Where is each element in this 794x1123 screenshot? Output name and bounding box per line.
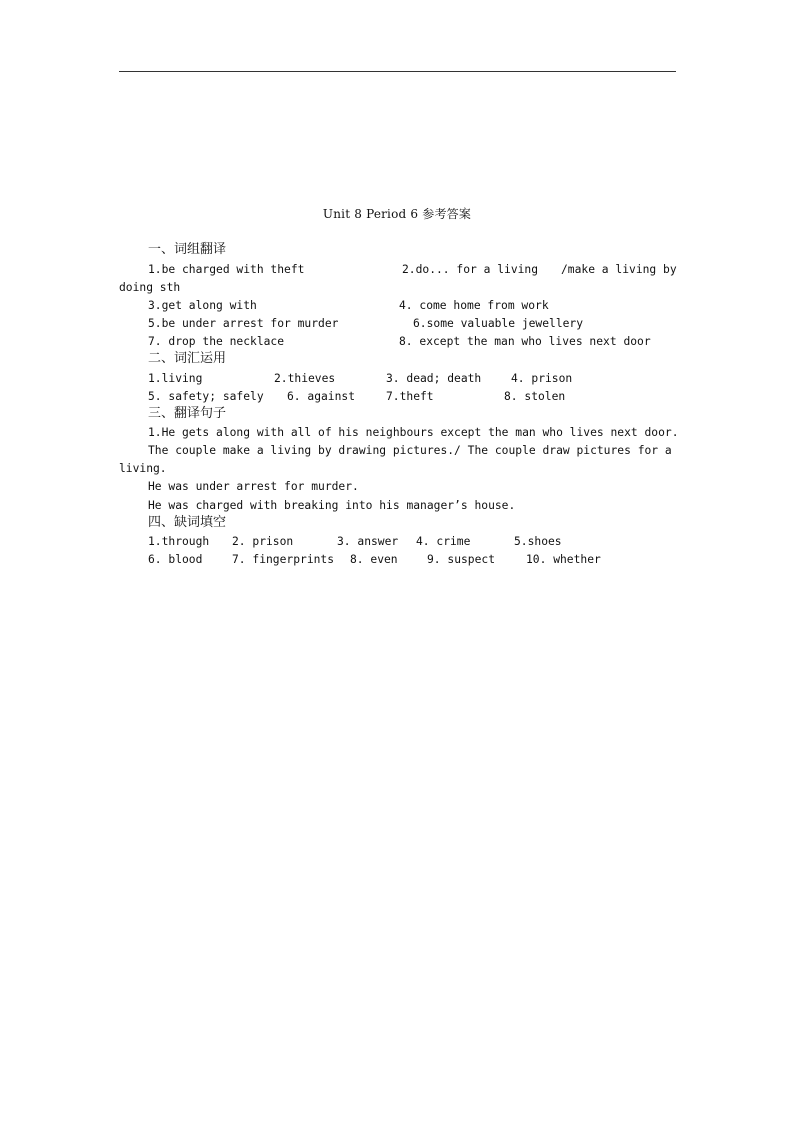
phrase-item-7: 7. drop the necklace — [148, 335, 285, 348]
vocab-item-6: 6. against — [287, 390, 356, 403]
phrase-item-8: 8. except the man who lives next door — [399, 335, 651, 348]
cloze-item-6: 6. blood — [148, 553, 203, 566]
translation-line-1: 1.He gets along with all of his neighbours except the man who lives next door. — [148, 426, 679, 439]
vocab-item-2: 2.thieves — [274, 372, 336, 385]
section-heading-vocabulary: 二、词汇运用 — [148, 351, 227, 366]
translation-line-2: The couple make a living by drawing pictures./ The couple draw pictures for a — [148, 444, 672, 457]
header-rule — [119, 71, 676, 72]
cloze-item-4: 4. crime — [416, 535, 471, 548]
cloze-item-2: 2. prison — [232, 535, 294, 548]
cloze-item-9: 9. suspect — [427, 553, 496, 566]
page-title: Unit 8 Period 6 参考答案 — [322, 207, 472, 221]
vocab-item-4: 4. prison — [511, 372, 573, 385]
phrase-item-4: 4. come home from work — [399, 299, 549, 312]
vocab-item-3: 3. dead; death — [386, 372, 482, 385]
translation-line-2-cont: living. — [119, 462, 167, 475]
vocab-item-7: 7.theft — [386, 390, 434, 403]
section-heading-cloze: 四、缺词填空 — [148, 515, 227, 530]
phrase-item-1: 1.be charged with theft — [148, 263, 305, 276]
section-heading-phrase-translation: 一、词组翻译 — [148, 242, 227, 257]
phrase-item-2: 2.do... for a living — [402, 263, 539, 276]
section-heading-sentence-translation: 三、翻译句子 — [148, 406, 227, 421]
phrase-item-2-alt: /make a living by — [561, 263, 677, 276]
translation-line-3: He was under arrest for murder. — [148, 480, 359, 493]
cloze-item-8: 8. even — [350, 553, 398, 566]
vocab-item-5: 5. safety; safely — [148, 390, 264, 403]
phrase-item-5: 5.be under arrest for murder — [148, 317, 339, 330]
vocab-item-8: 8. stolen — [504, 390, 566, 403]
phrase-item-6: 6.some valuable jewellery — [413, 317, 584, 330]
cloze-item-3: 3. answer — [337, 535, 399, 548]
cloze-item-5: 5.shoes — [514, 535, 562, 548]
translation-line-4: He was charged with breaking into his manager’s house. — [148, 499, 516, 512]
cloze-item-7: 7. fingerprints — [232, 553, 335, 566]
phrase-item-3: 3.get along with — [148, 299, 257, 312]
vocab-item-1: 1.living — [148, 372, 203, 385]
cloze-item-1: 1.through — [148, 535, 210, 548]
phrase-item-2-cont: doing sth — [119, 281, 181, 294]
cloze-item-10: 10. whether — [526, 553, 601, 566]
